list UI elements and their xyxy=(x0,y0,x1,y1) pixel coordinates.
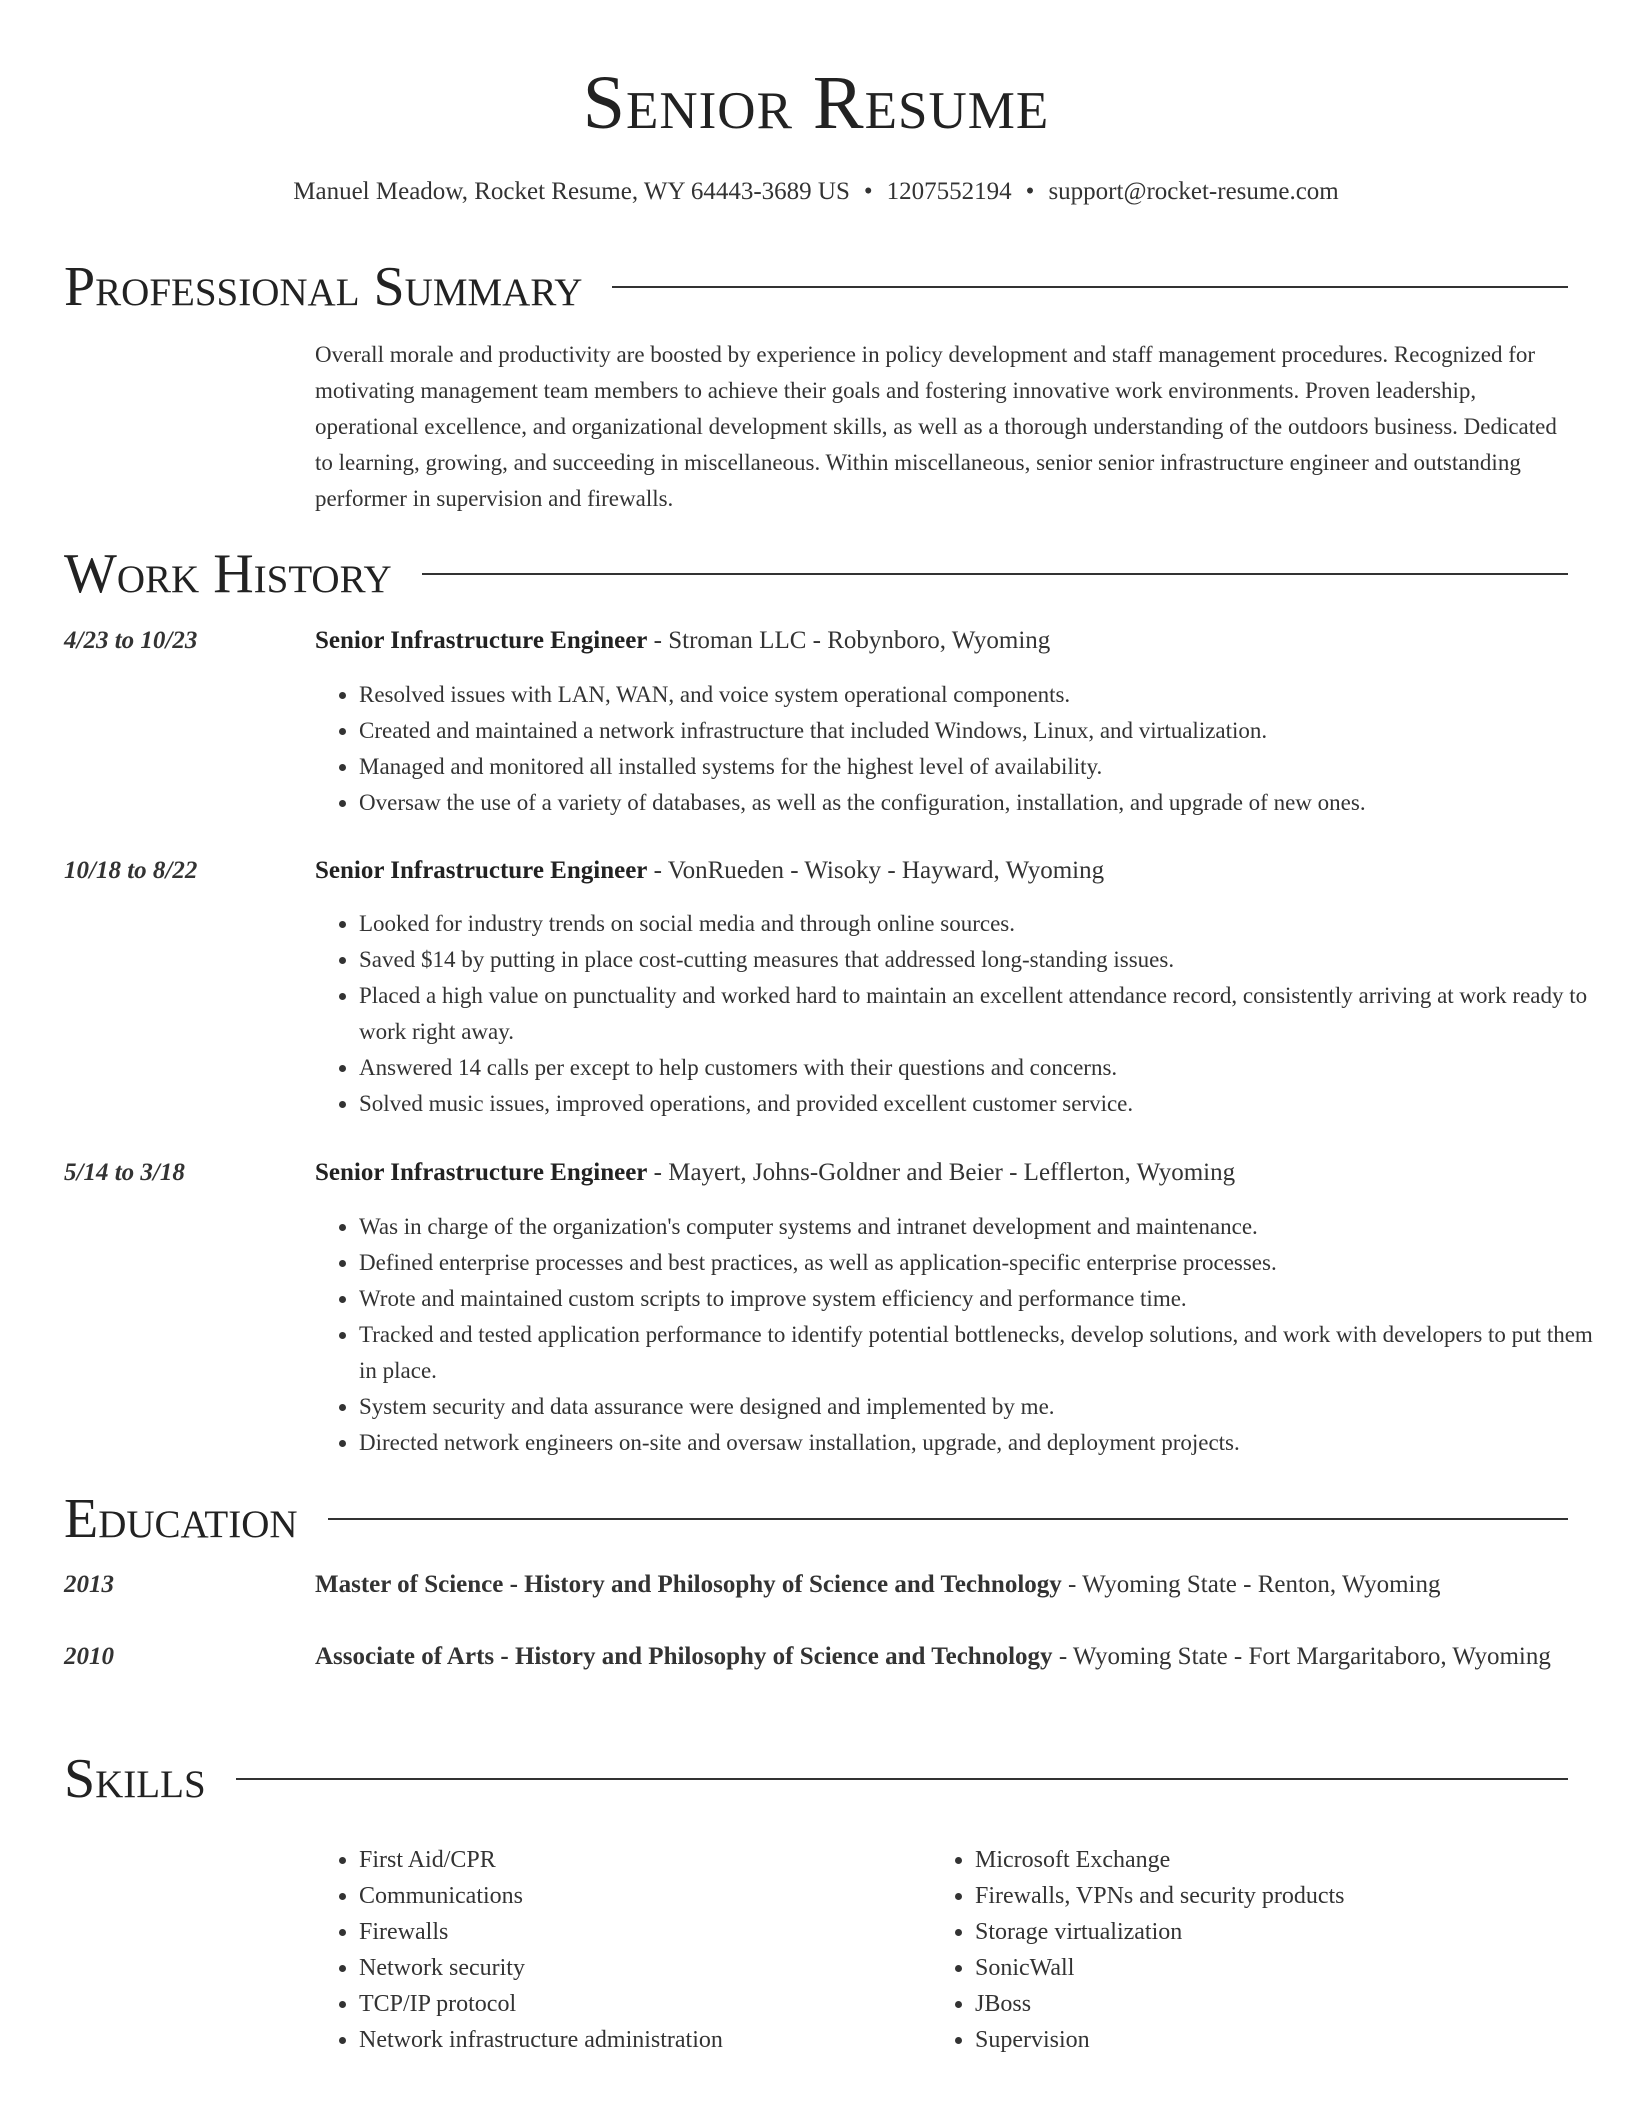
contact-phone: 1207552194 xyxy=(886,178,1012,205)
job-details: - Stroman LLC - Robynboro, Wyoming xyxy=(647,627,1051,654)
list-item: • Directed network engineers on-site and oversaw installation, upgrade, and deployment projects. xyxy=(359,1425,1604,1461)
list-item: • Resolved issues with LAN, WAN, and voice system operational components. xyxy=(359,677,1604,713)
education-details: - Wyoming State - Fort Margaritaboro, Wyoming xyxy=(1052,1643,1551,1670)
job-heading xyxy=(315,852,1575,890)
section-title: Skills xyxy=(64,1747,236,1811)
skills-list-left xyxy=(315,1842,919,2058)
job-heading xyxy=(315,1154,1575,1192)
section-heading-skills xyxy=(64,1747,1568,1811)
list-item: • Storage virtualization xyxy=(975,1914,1575,1950)
list-item: • Oversaw the use of a variety of databases, as well as the configuration, installation, and upgrade of new ones. xyxy=(359,785,1604,821)
list-item: • Was in charge of the organization's computer systems and intranet development and maintenance. xyxy=(359,1209,1604,1245)
skills-list-right xyxy=(931,1842,1575,2058)
list-item: • Firewalls, VPNs and security products xyxy=(975,1878,1575,1914)
list-item: • Network security xyxy=(359,1950,919,1986)
education-degree: Master of Science - History and Philosophy of Science and Technology xyxy=(315,1571,1062,1598)
job-title: Senior Infrastructure Engineer xyxy=(315,857,648,884)
job-bullets xyxy=(315,677,1604,821)
contact-address: Manuel Meadow, Rocket Resume, WY 64443-3689 US xyxy=(293,178,850,205)
contact-line xyxy=(0,174,1632,210)
education-entry xyxy=(315,1638,1575,1676)
list-item: • Saved $14 by putting in place cost-cutting measures that addressed long-standing issues. xyxy=(359,942,1604,978)
page-title: Senior Resume xyxy=(582,61,1050,145)
list-item: • First Aid/CPR xyxy=(359,1842,919,1878)
list-item: • Tracked and tested application performance to identify potential bottlenecks, develop solutions, and work with developers to put them in place. xyxy=(359,1317,1604,1389)
list-item: • Communications xyxy=(359,1878,919,1914)
list-item: • System security and data assurance were designed and implemented by me. xyxy=(359,1389,1604,1425)
list-item: • Firewalls xyxy=(359,1914,919,1950)
job-details: - Mayert, Johns-Goldner and Beier - Lefflerton, Wyoming xyxy=(647,1159,1236,1186)
list-item: • Answered 14 calls per except to help customers with their questions and concerns. xyxy=(359,1050,1604,1086)
section-heading-summary xyxy=(64,255,1568,319)
education-entry xyxy=(315,1566,1575,1604)
list-item: • JBoss xyxy=(975,1986,1575,2022)
list-item: • TCP/IP protocol xyxy=(359,1986,919,2022)
list-item: • Supervision xyxy=(975,2022,1575,2058)
section-heading-education xyxy=(64,1487,1568,1551)
education-year: 2010 xyxy=(64,1643,114,1670)
list-item: • Placed a high value on punctuality and worked hard to maintain an excellent attendance record, consistently arriving at work ready to work right away. xyxy=(359,978,1604,1050)
job-bullets xyxy=(315,906,1604,1122)
job-dates: 4/23 to 10/23 xyxy=(64,627,198,654)
contact-separator: • xyxy=(1025,178,1035,205)
list-item: • Wrote and maintained custom scripts to improve system efficiency and performance time. xyxy=(359,1281,1604,1317)
job-details: - VonRueden - Wisoky - Hayward, Wyoming xyxy=(647,857,1105,884)
job-title: Senior Infrastructure Engineer xyxy=(315,1159,648,1186)
job-bullets xyxy=(315,1209,1604,1461)
education-degree: Associate of Arts - History and Philosophy of Science and Technology xyxy=(315,1643,1053,1670)
list-item: • Microsoft Exchange xyxy=(975,1842,1575,1878)
job-dates: 10/18 to 8/22 xyxy=(64,857,198,884)
list-item: • Solved music issues, improved operations, and provided excellent customer service. xyxy=(359,1086,1604,1122)
education-year: 2013 xyxy=(64,1571,114,1598)
contact-email: support@rocket-resume.com xyxy=(1048,178,1339,205)
job-dates: 5/14 to 3/18 xyxy=(64,1159,185,1186)
list-item: • SonicWall xyxy=(975,1950,1575,1986)
list-item: • Defined enterprise processes and best practices, as well as application-specific enterprise processes. xyxy=(359,1245,1604,1281)
section-title: Professional Summary xyxy=(64,255,612,319)
list-item: • Created and maintained a network infrastructure that included Windows, Linux, and virtualization. xyxy=(359,713,1604,749)
section-title: Work History xyxy=(64,542,422,606)
list-item: • Managed and monitored all installed systems for the highest level of availability. xyxy=(359,749,1604,785)
summary-text: Overall morale and productivity are boosted by experience in policy development and staff management procedures. Recognized for motivating management team members to achieve their goals and fostering innovative work environments. Proven leadership, operational excellence, and organizational development skills, as well as a thorough understanding of the outdoors business. Dedicated to learning, growing, and succeeding in miscellaneous. Within miscellaneous, senior senior infrastructure engineer and outstanding performer in supervision and firewalls. xyxy=(315,342,1557,511)
job-title: Senior Infrastructure Engineer xyxy=(315,627,648,654)
education-details: - Wyoming State - Renton, Wyoming xyxy=(1061,1571,1441,1598)
section-divider xyxy=(64,1778,1568,1780)
list-item: • Network infrastructure administration xyxy=(359,2022,919,2058)
contact-separator: • xyxy=(863,178,873,205)
section-heading-work-history xyxy=(64,542,1568,606)
section-title: Education xyxy=(64,1487,328,1551)
job-heading xyxy=(315,622,1575,660)
list-item: • Looked for industry trends on social media and through online sources. xyxy=(359,906,1604,942)
